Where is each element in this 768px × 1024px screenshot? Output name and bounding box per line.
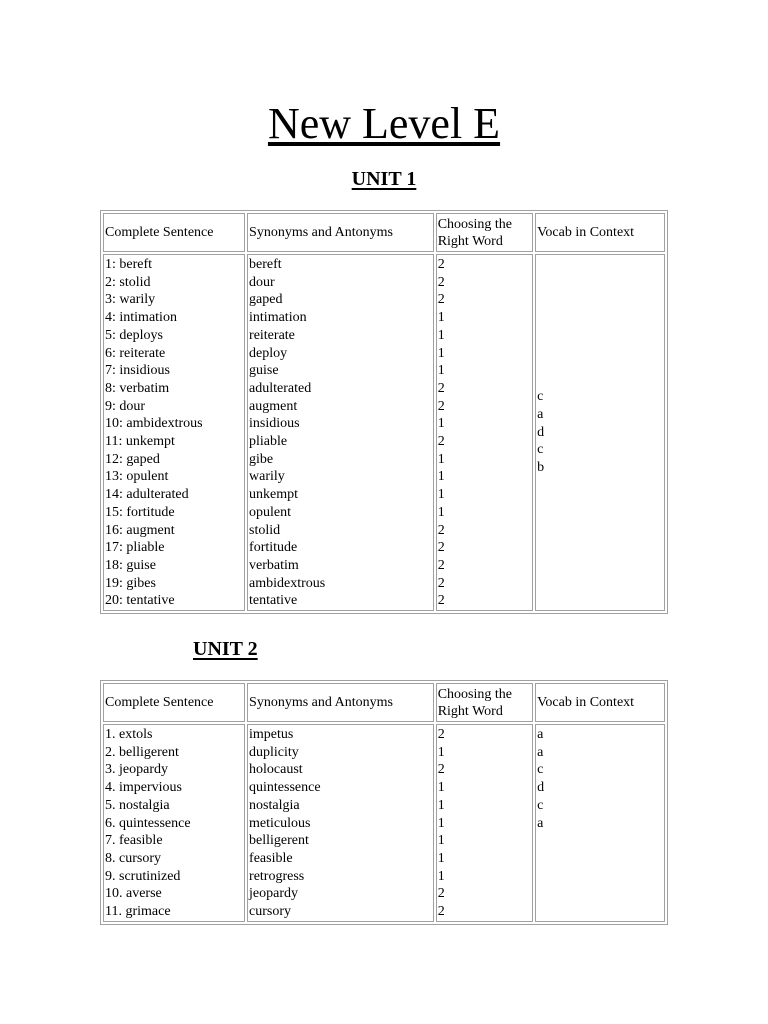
vocab-in-context-answer: b bbox=[537, 460, 545, 476]
choosing-right-word-answer: 1 bbox=[437, 868, 445, 884]
vocab-in-context-answer: a bbox=[537, 727, 544, 742]
vocab-in-context-answer: a bbox=[537, 744, 544, 760]
complete-sentence-answer: 14: adulterated bbox=[105, 487, 189, 503]
choosing-right-word-answer: 1 bbox=[437, 451, 445, 467]
vocab-in-context-answer: d bbox=[537, 424, 545, 440]
choosing-right-word-answer: 1 bbox=[437, 469, 445, 485]
table-header-row bbox=[103, 683, 665, 722]
synonym-antonym-answer: dour bbox=[249, 274, 275, 290]
complete-sentence-answer: 10. averse bbox=[105, 886, 162, 902]
header-complete-sentence: Complete Sentence bbox=[103, 683, 245, 722]
page-title: New Level E bbox=[267, 99, 501, 148]
choosing-right-word-column bbox=[436, 254, 533, 611]
choosing-right-word-answer: 1 bbox=[437, 815, 445, 831]
synonym-antonym-answer: jeopardy bbox=[249, 886, 299, 902]
synonyms-antonyms-column bbox=[247, 724, 434, 922]
choosing-right-word-answer: 2 bbox=[437, 398, 445, 414]
vocab-in-context-answer: d bbox=[537, 780, 545, 796]
complete-sentence-answer: 9. scrutinized bbox=[105, 868, 181, 884]
complete-sentence-answer: 1. extols bbox=[105, 727, 153, 742]
header-vocab-in-context: Vocab in Context bbox=[535, 213, 665, 252]
choosing-right-word-answer: 2 bbox=[437, 727, 445, 742]
complete-sentence-answer: 8: verbatim bbox=[105, 380, 170, 396]
choosing-right-word-answer: 1 bbox=[437, 833, 445, 849]
complete-sentence-answer: 3: warily bbox=[105, 292, 156, 308]
complete-sentence-answer: 4: intimation bbox=[105, 310, 177, 326]
choosing-right-word-answer: 1 bbox=[437, 363, 445, 379]
vocab-in-context-answer: c bbox=[537, 762, 544, 778]
complete-sentence-answer: 10: ambidextrous bbox=[105, 416, 203, 432]
table-body-row bbox=[103, 254, 665, 611]
choosing-right-word-answer: 2 bbox=[437, 257, 445, 272]
synonym-antonym-answer: verbatim bbox=[249, 557, 299, 573]
complete-sentence-answer: 4. impervious bbox=[105, 780, 182, 796]
choosing-right-word-answer: 2 bbox=[437, 762, 445, 778]
complete-sentence-answer: 1: bereft bbox=[105, 257, 153, 272]
unit1-heading: UNIT 1 bbox=[351, 168, 417, 190]
vocab-in-context-answer: c bbox=[537, 797, 544, 813]
choosing-right-word-answer: 1 bbox=[437, 850, 445, 866]
complete-sentence-answer: 6. quintessence bbox=[105, 815, 191, 831]
choosing-right-word-answer: 2 bbox=[437, 522, 445, 538]
synonym-antonym-answer: opulent bbox=[249, 504, 292, 520]
choosing-right-word-answer: 2 bbox=[437, 274, 445, 290]
unit2-answer-table bbox=[100, 680, 668, 925]
synonym-antonym-answer: insidious bbox=[249, 416, 300, 432]
choosing-right-word-answer: 2 bbox=[437, 380, 445, 396]
synonym-antonym-answer: cursory bbox=[249, 904, 292, 920]
table-body-row bbox=[103, 724, 665, 922]
complete-sentence-answer: 18: guise bbox=[105, 557, 156, 573]
synonym-antonym-answer: meticulous bbox=[249, 815, 311, 831]
complete-sentence-column bbox=[103, 254, 245, 611]
choosing-right-word-answer: 1 bbox=[437, 327, 445, 343]
vocab-in-context-answer: a bbox=[537, 815, 544, 831]
choosing-right-word-answer: 2 bbox=[437, 593, 445, 609]
choosing-right-word-answer: 2 bbox=[437, 557, 445, 573]
complete-sentence-answer: 2: stolid bbox=[105, 274, 151, 290]
choosing-right-word-answer: 2 bbox=[437, 540, 445, 556]
choosing-right-word-answer: 1 bbox=[437, 504, 445, 520]
header-choosing-right-word: Choosing the Right Word bbox=[436, 213, 533, 252]
vocab-in-context-answer: a bbox=[537, 406, 544, 422]
synonym-antonym-answer: impetus bbox=[249, 727, 294, 742]
complete-sentence-answer: 5. nostalgia bbox=[105, 797, 170, 813]
choosing-right-word-answer: 1 bbox=[437, 780, 445, 796]
complete-sentence-answer: 5: deploys bbox=[105, 327, 163, 343]
synonym-antonym-answer: guise bbox=[249, 363, 279, 379]
header-synonyms-antonyms: Synonyms and Antonyms bbox=[247, 683, 434, 722]
choosing-right-word-answer: 2 bbox=[437, 292, 445, 308]
synonym-antonym-answer: reiterate bbox=[249, 327, 295, 343]
complete-sentence-answer: 8. cursory bbox=[105, 850, 161, 866]
choosing-right-word-answer: 1 bbox=[437, 310, 445, 326]
choosing-right-word-answer: 2 bbox=[437, 886, 445, 902]
synonym-antonym-answer: gaped bbox=[249, 292, 283, 308]
choosing-right-word-answer: 2 bbox=[437, 904, 445, 920]
synonym-antonym-answer: bereft bbox=[249, 257, 282, 272]
synonym-antonym-answer: tentative bbox=[249, 593, 298, 609]
synonym-antonym-answer: holocaust bbox=[249, 762, 303, 778]
complete-sentence-answer: 20: tentative bbox=[105, 593, 175, 609]
choosing-right-word-column bbox=[436, 724, 533, 922]
choosing-right-word-answer: 1 bbox=[437, 744, 445, 760]
complete-sentence-answer: 13: opulent bbox=[105, 469, 169, 485]
choosing-right-word-answer: 1 bbox=[437, 345, 445, 361]
complete-sentence-answer: 19: gibes bbox=[105, 575, 156, 591]
header-vocab-in-context: Vocab in Context bbox=[535, 683, 665, 722]
vocab-in-context-answer: c bbox=[537, 442, 544, 458]
choosing-right-word-answer: 2 bbox=[437, 434, 445, 450]
synonym-antonym-answer: quintessence bbox=[249, 780, 321, 796]
complete-sentence-answer: 11: unkempt bbox=[105, 434, 175, 450]
choosing-right-word-answer: 2 bbox=[437, 575, 445, 591]
header-synonyms-antonyms: Synonyms and Antonyms bbox=[247, 213, 434, 252]
synonym-antonym-answer: unkempt bbox=[249, 487, 299, 503]
complete-sentence-answer: 12: gaped bbox=[105, 451, 160, 467]
vocab-in-context-answer: c bbox=[537, 389, 544, 405]
complete-sentence-answer: 11. grimace bbox=[105, 904, 171, 920]
header-complete-sentence: Complete Sentence bbox=[103, 213, 245, 252]
synonym-antonym-answer: retrogress bbox=[249, 868, 305, 884]
header-choosing-right-word: Choosing the Right Word bbox=[436, 683, 533, 722]
choosing-right-word-answer: 1 bbox=[437, 487, 445, 503]
synonym-antonym-answer: warily bbox=[249, 469, 285, 485]
unit2-heading: UNIT 2 bbox=[193, 638, 258, 660]
synonym-antonym-answer: augment bbox=[249, 398, 298, 414]
table-header-row bbox=[103, 213, 665, 252]
complete-sentence-answer: 17: pliable bbox=[105, 540, 165, 556]
complete-sentence-answer: 6: reiterate bbox=[105, 345, 166, 361]
synonyms-antonyms-column bbox=[247, 254, 434, 611]
synonym-antonym-answer: feasible bbox=[249, 850, 293, 866]
synonym-antonym-answer: deploy bbox=[249, 345, 288, 361]
choosing-right-word-answer: 1 bbox=[437, 797, 445, 813]
synonym-antonym-answer: duplicity bbox=[249, 744, 299, 760]
complete-sentence-answer: 7. feasible bbox=[105, 833, 163, 849]
complete-sentence-answer: 15: fortitude bbox=[105, 504, 175, 520]
complete-sentence-column bbox=[103, 724, 245, 922]
complete-sentence-answer: 3. jeopardy bbox=[105, 762, 168, 778]
synonym-antonym-answer: stolid bbox=[249, 522, 281, 538]
synonym-antonym-answer: adulterated bbox=[249, 380, 312, 396]
synonym-antonym-answer: belligerent bbox=[249, 833, 309, 849]
complete-sentence-answer: 9: dour bbox=[105, 398, 146, 414]
synonym-antonym-answer: gibe bbox=[249, 451, 274, 467]
synonym-antonym-answer: ambidextrous bbox=[249, 575, 326, 591]
synonym-antonym-answer: pliable bbox=[249, 434, 288, 450]
choosing-right-word-answer: 1 bbox=[437, 416, 445, 432]
unit1-answer-table bbox=[100, 210, 668, 614]
complete-sentence-answer: 7: insidious bbox=[105, 363, 170, 379]
vocab-in-context-column bbox=[535, 724, 665, 922]
complete-sentence-answer: 16: augment bbox=[105, 522, 175, 538]
synonym-antonym-answer: fortitude bbox=[249, 540, 298, 556]
synonym-antonym-answer: nostalgia bbox=[249, 797, 300, 813]
complete-sentence-answer: 2. belligerent bbox=[105, 744, 179, 760]
vocab-in-context-column bbox=[535, 254, 665, 611]
synonym-antonym-answer: intimation bbox=[249, 310, 307, 326]
